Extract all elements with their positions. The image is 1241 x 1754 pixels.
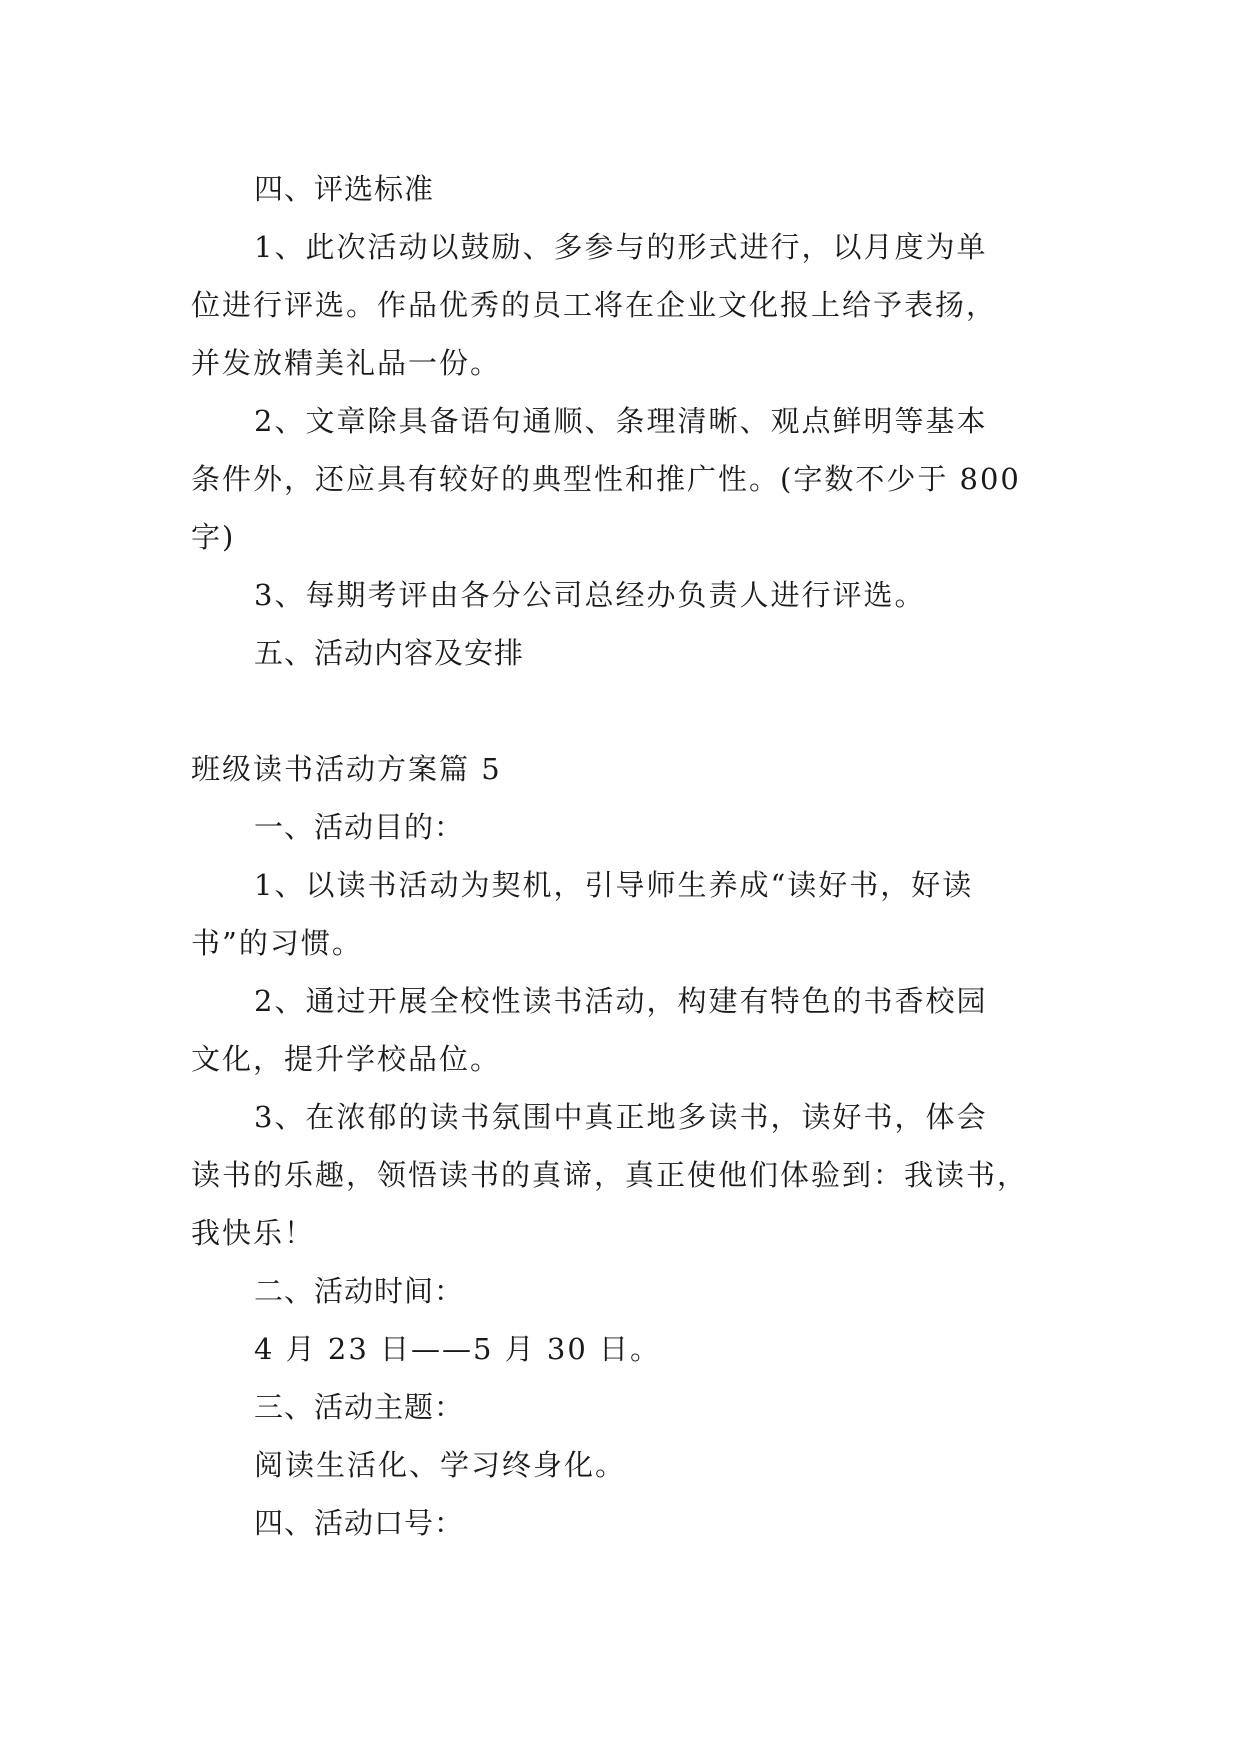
- paragraph-line: 2、通过开展全校性读书活动，构建有特色的书香校园: [254, 984, 988, 1018]
- section-heading-theme: 三、活动主题：: [254, 1390, 465, 1424]
- paragraph-line: 文化，提升学校品位。: [191, 1042, 502, 1076]
- paragraph-line: 1、此次活动以鼓励、多参与的形式进行，以月度为单: [254, 230, 988, 264]
- paragraph-line: 读书的乐趣，领悟读书的真谛，真正使他们体验到：我读书，: [191, 1158, 1029, 1192]
- paragraph-line: 我快乐！: [191, 1216, 316, 1250]
- paragraph-line: 4 月 23 日——5 月 30 日。: [254, 1332, 662, 1366]
- section-heading-time: 二、活动时间：: [254, 1274, 465, 1308]
- section-heading-activity-content: 五、活动内容及安排: [254, 636, 525, 670]
- paragraph-line: 位进行评选。作品优秀的员工将在企业文化报上给予表扬，: [191, 288, 998, 322]
- article-title: 班级读书活动方案篇 5: [191, 752, 502, 786]
- section-heading-purpose: 一、活动目的：: [254, 810, 465, 844]
- section-heading-evaluation-criteria: 四、评选标准: [254, 172, 435, 206]
- paragraph-line: 字): [191, 520, 236, 554]
- paragraph-line: 并发放精美礼品一份。: [191, 346, 502, 380]
- document-body: [191, 160, 1071, 1552]
- paragraph-line: 3、每期考评由各分公司总经办负责人进行评选。: [254, 578, 926, 612]
- section-heading-slogan: 四、活动口号：: [254, 1506, 465, 1540]
- paragraph-line: 阅读生活化、学习终身化。: [254, 1448, 627, 1482]
- paragraph-line: 书”的习惯。: [191, 926, 363, 960]
- paragraph-line: 1、以读书活动为契机，引导师生养成“读好书，好读: [254, 868, 974, 902]
- paragraph-line: 2、文章除具备语句通顺、条理清晰、观点鲜明等基本: [254, 404, 988, 438]
- section-spacer: [191, 682, 1071, 740]
- paragraph-line: 3、在浓郁的读书氛围中真正地多读书，读好书，体会: [254, 1100, 988, 1134]
- paragraph-line: 条件外，还应具有较好的典型性和推广性。(字数不少于 800: [191, 462, 1021, 496]
